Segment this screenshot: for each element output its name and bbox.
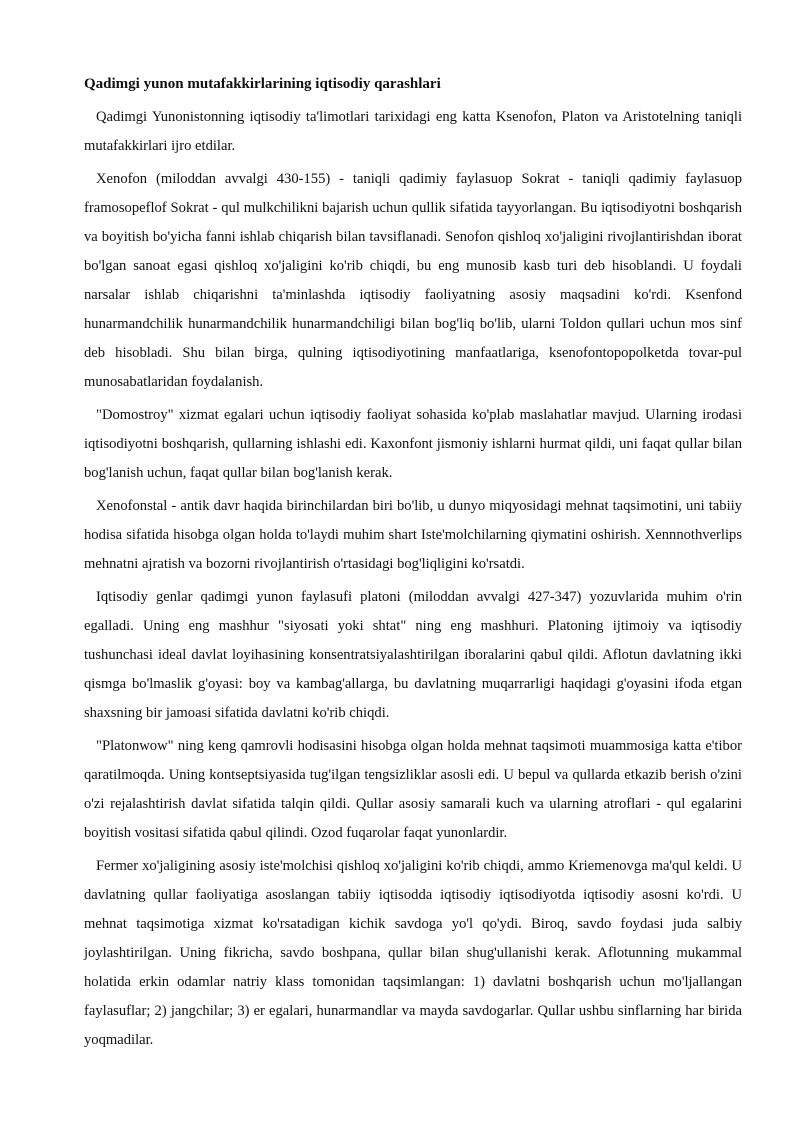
document-page bbox=[84, 74, 742, 1059]
paragraph-5: Iqtisodiy genlar qadimgi yunon faylasufi platoni (miloddan avvalgi 427-347) yozuvlarida muhim o'rin egalladi. Uning eng mashhur "siyosati yoki shtat" ning eng mashhuri. Platoning ijtimoiy va iqtisodiy tushunchasi ideal davlat loyihasining konsentratsiyalashtirilgan iboralarini qabul qildi. Aflotun davlatning ikki qismga bo'lmaslik g'oyasi: boy va kambag'allarga, bu davlatning muqarrarligi haqidagi g'oyasini ifoda etgan shaxsning bir jamoasi sifatida davlatni ko'rib chiqdi. bbox=[84, 589, 742, 721]
document-title: Qadimgi yunon mutafakkirlarining iqtisodiy qarashlari bbox=[84, 76, 441, 92]
paragraph-4: Xenofonstal - antik davr haqida birinchilardan biri bo'lib, u dunyo miqyosidagi mehnat taqsimotini, uni tabiiy hodisa sifatida hisobga olgan holda to'laydi muhim shart Iste'molchilarning qiymatini oshirish. Xennnothverlips mehnatni ajratish va bozorni rivojlantirish o'rtasidagi bog'liqligini ko'rsatdi. bbox=[84, 498, 742, 572]
paragraph-7: Fermer xo'jaligining asosiy iste'molchisi qishloq xo'jaligini ko'rib chiqdi, ammo Kriemenovga ma'qul keldi. U davlatning qullar faoliyatiga asoslangan tabiiy iqtisodda iqtisodiy iqtisodiyotda iqtisodiy asosni ko'rdi. U mehnat taqsimotiga xizmat ko'rsatadigan kichik savdoga yo'l qo'ydi. Biroq, savdo foydasi juda salbiy joylashtirilgan. Uning fikricha, savdo boshpana, qullar bilan shug'ullanishi kerak. Aflotunning mukammal holatida erkin odamlar natriy klass tomonidan taqsimlangan: 1) davlatni boshqarish uchun mo'ljallangan faylasuflar; 2) jangchilar; 3) er egalari, hunarmandlar va mayda savdogarlar. Qullar ushbu sinflarning har birida yoqmadilar. bbox=[84, 858, 742, 1048]
paragraph-6: "Platonwow" ning keng qamrovli hodisasini hisobga olgan holda mehnat taqsimoti muammosiga katta e'tibor qaratilmoqda. Uning kontseptsiyasida tug'ilgan tengsizliklar asosli edi. U bepul va qullarda etkazib berish o'zini o'zi rejalashtirish davlat sifatida talqin qildi. Qullar asosiy samarali kuch va ularning atroflari - qul egalarini boyitish vositasi sifatida qabul qilindi. Ozod fuqarolar faqat yunonlardir. bbox=[84, 738, 742, 841]
paragraph-3: "Domostroy" xizmat egalari uchun iqtisodiy faoliyat sohasida ko'plab maslahatlar mavjud. Ularning irodasi iqtisodiyotni boshqarish, qullarning ishlashi edi. Kaxonfont jismoniy ishlarni hurmat qildi, uni faqat qullar bilan bog'lanish uchun, faqat qullar bilan bog'lanish kerak. bbox=[84, 407, 742, 481]
paragraph-2: Xenofon (miloddan avvalgi 430-155) - taniqli qadimiy faylasuop Sokrat - taniqli qadimiy faylasuop framosopeflof Sokrat - qul mulkchilikni bajarish uchun qullik sifatida tayyorlangan. Bu iqtisodiyotni boshqarish va boyitish bo'yicha fanni ishlab chiqarish bilan tavsiflanadi. Senofon qishloq xo'jaligini rivojlantirishdan iborat bo'lgan sanoat egasi qishloq xo'jaligini ko'rib chiqdi, bu eng munosib kasb turi deb hisoblandi. U foydali narsalar ishlab chiqarishni ta'minlashda iqtisodiy faoliyatning asosiy maqsadini ko'rdi. Ksenfond hunarmandchilik hunarmandchilik hunarmandchiligi bilan bog'liq bo'lib, ularni Toldon qullari uchun mos sinf deb hisobladi. Shu bilan birga, qulning iqtisodiyotining manfaatlariga, ksenofontopopolketda tovar-pul munosabatlaridan foydalanish. bbox=[84, 171, 742, 390]
paragraph-1: Qadimgi Yunonistonning iqtisodiy ta'limotlari tarixidagi eng katta Ksenofon, Platon va Aristotelning taniqli mutafakkirlari ijro etdilar. bbox=[84, 109, 742, 154]
